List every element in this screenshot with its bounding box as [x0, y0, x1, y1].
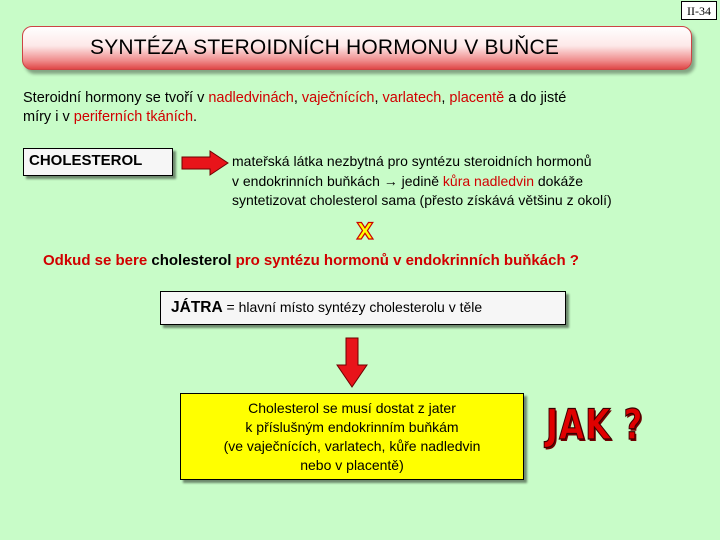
organ-adrenal: nadledvinách	[208, 90, 294, 106]
intro-text: .	[193, 109, 198, 125]
organ-peripheral-tissues: periferních tkáních	[73, 109, 194, 125]
liver-label: JÁTRA	[171, 299, 223, 316]
organ-placenta: placentě	[449, 90, 505, 106]
organ-testes: varlatech	[382, 90, 442, 106]
intro-text: Steroidní hormony se tvoří v	[23, 90, 209, 106]
transport-line: k příslušným endokrinním buňkám	[245, 419, 459, 435]
mother-line: mateřská látka nezbytná pro syntézu steroidních hormonů	[232, 153, 592, 169]
slide-number: II-34	[681, 1, 717, 20]
arrow-right-icon	[180, 150, 230, 176]
liver-box	[160, 291, 566, 325]
liver-description: = hlavní místo syntézy cholesterolu v těle	[222, 299, 483, 315]
page-title: SYNTÉZA STEROIDNÍCH HORMONU V BUŇCE	[90, 36, 560, 59]
transport-line: Cholesterol se musí dostat z jater	[248, 400, 456, 416]
adrenal-cortex: kůra nadledvin	[442, 172, 534, 189]
x-mark-symbol: X	[356, 220, 374, 242]
question-text	[43, 252, 703, 269]
mother-line: v endokrinních buňkách → jedině	[232, 172, 443, 189]
intro-separator: ,	[293, 90, 302, 106]
question-cholesterol: cholesterol	[151, 252, 232, 269]
transport-line: (ve vaječnících, varlatech, kůře nadledvin	[223, 438, 481, 454]
arrow-down-icon	[336, 337, 368, 389]
mother-substance-description	[232, 152, 702, 211]
question-part: pro syntézu hormonů v endokrinních buňkách ?	[231, 252, 579, 269]
mother-line: dokáže	[533, 172, 584, 189]
mother-line: syntetizovat cholesterol sama (přesto získává většinu z okolí)	[232, 192, 612, 208]
how-question-label: JAK ?	[546, 400, 644, 449]
organ-ovaries: vaječnících	[301, 90, 375, 106]
x-mark	[352, 220, 378, 242]
intro-separator: ,	[441, 90, 450, 106]
intro-paragraph	[23, 89, 693, 127]
question-part: Odkud se bere	[43, 252, 152, 269]
intro-text: míry i v	[23, 109, 74, 125]
cholesterol-box: CHOLESTEROL	[23, 148, 173, 176]
intro-text: a do jisté	[504, 90, 567, 106]
transport-line: nebo v placentě)	[300, 457, 404, 473]
transport-box	[180, 393, 524, 480]
intro-separator: ,	[374, 90, 383, 106]
